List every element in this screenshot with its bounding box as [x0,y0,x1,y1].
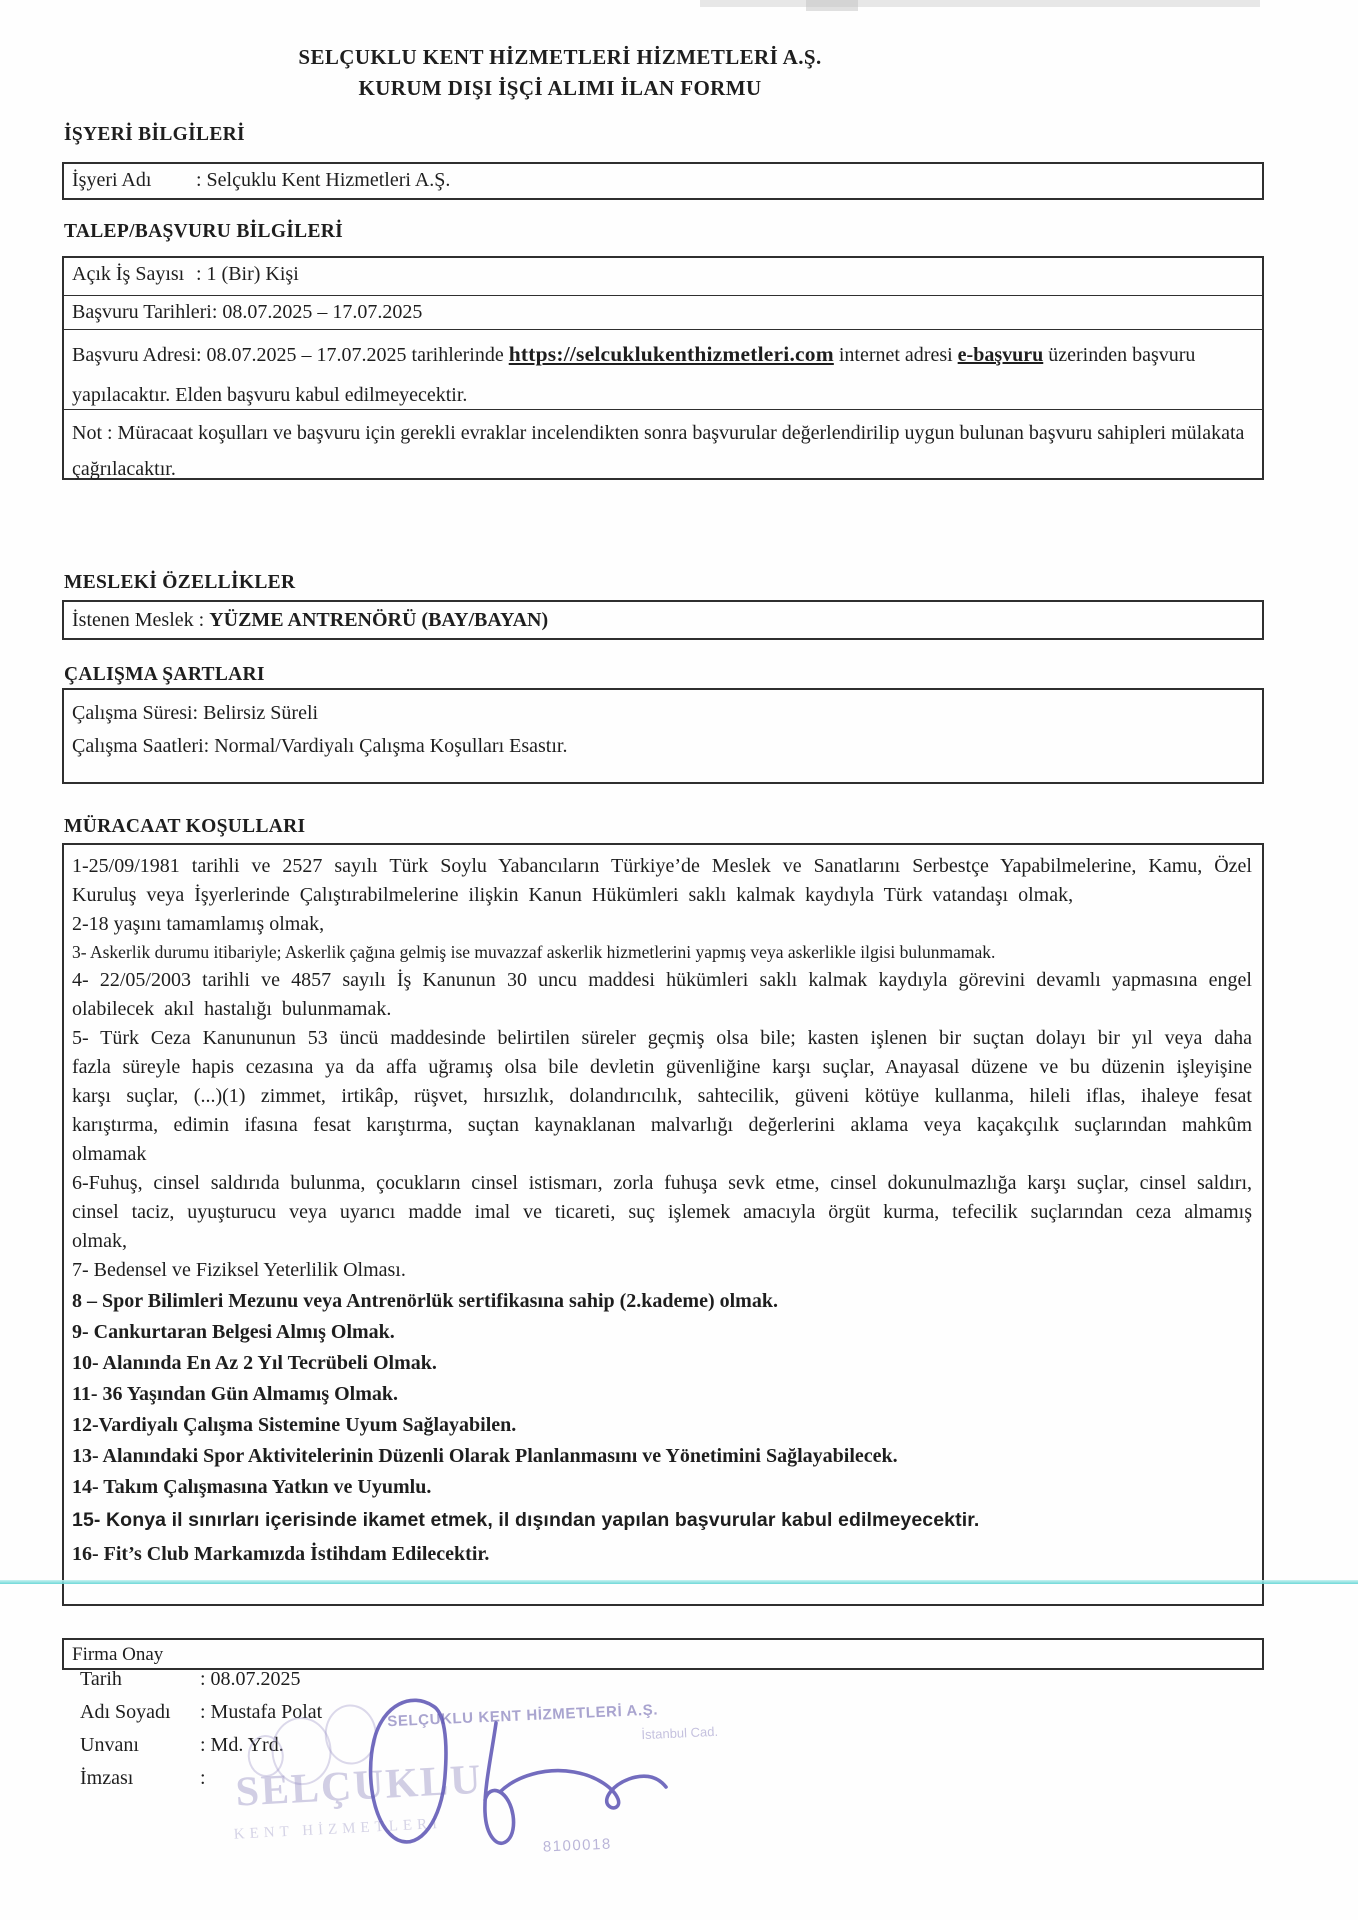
isyeri-label: İşyeri Adı [72,169,152,191]
adi-soyadi-label: Adı Soyadı [80,1701,171,1723]
muracaat-item-2: 2-18 yaşını tamamlamış olmak, [72,913,325,935]
calisma-box [62,688,1264,784]
istenen-meslek-value: YÜZME ANTRENÖRÜ (BAY/BAYAN) [209,609,549,631]
basvuru-tarihleri-row: Başvuru Tarihleri: 08.07.2025 – 17.07.2025 [64,296,1262,330]
e-basvuru-link-text: e-başvuru [957,344,1044,366]
basvuru-adresi-label: Başvuru Adresi [72,344,196,366]
muracaat-item-11: 11- 36 Yaşından Gün Almamış Olmak. [72,1383,399,1405]
muracaat-item-6: 6-Fuhuş, cinsel saldırıda bulunma, çocukların cinsel istismarı, zorla fuhuşa sevk etme, cinsel dokunulmazlığa karşı suçlar, cinsel saldırı, cinsel taciz, uyuşturucu veya uyarıcı madde imal ve ticareti, suç işlemek amacıyla örgüt kurma, tefecilik suçlarından ceza almamış olmak, [72,1172,1252,1252]
muracaat-item-9: 9- Cankurtaran Belgesi Almış Olmak. [72,1321,395,1343]
muracaat-item-10: 10- Alanında En Az 2 Yıl Tecrübeli Olmak. [72,1352,437,1374]
basvuru-adresi-text-pre: : 08.07.2025 – 17.07.2025 tarihlerinde [196,344,509,366]
unvani-label: Unvanı [80,1734,139,1756]
imzasi-value: : [200,1767,206,1789]
acik-is-value: : 1 (Bir) Kişi [196,263,299,285]
stamp-number-fragment: 8100018 [542,1835,613,1856]
mesleki-box [62,600,1264,640]
tarih-value: : 08.07.2025 [200,1668,301,1690]
muracaat-item-4: 4- 22/05/2003 tarihli ve 4857 sayılı İş Kanunun 30 uncu maddesi hükümleri saklı kalmak kaydıyla görevini devamlı yapmasına engel olabilecek akıl hastalığı bulunmamak. [72,969,1252,1020]
muracaat-item-12: 12-Vardiyalı Çalışma Sistemine Uyum Sağlayabilen. [72,1414,517,1436]
isyeri-box [62,162,1264,200]
acik-is-label: Açık İş Sayısı [72,263,185,285]
muracaat-item-16: 16- Fit’s Club Markamızda İstihdam Edilecektir. [72,1543,490,1565]
muracaat-item-5: 5- Türk Ceza Kanununun 53 üncü maddesinde belirtilen süreler geçmiş olsa bile; kasten işlenen bir suçtan dolayı bir yıl veya daha fazla süreyle hapis cezasına ya da affa uğramış olsa bile devletin güvenliğine karşı suçlar, Anayasal düzene ve bu düzenin işleyişine karşı suçlar, (...)(1) zimmet, irtikâp, rüşvet, hırsızlık, dolandırıcılık, sahtecilik, güveni kötüye kullanma, hileli iflas, ihaleye fesat karıştırma, edimin ifasına fesat karıştırma, suçtan kaynaklanan malvarlığı değerlerini aklama veya kaçakçılık suçlarından mahkûm olmamak [72,1027,1252,1165]
basvuru-adresi-row [64,330,1262,410]
adi-soyadi-value: : Mustafa Polat [200,1701,323,1723]
calisma-rows [64,690,1262,763]
muracaat-item-1: 1-25/09/1981 tarihli ve 2527 sayılı Türk Soylu Yabancıların Türkiye’de Meslek ve Sanatlarını Serbestçe Yapabilmelerine, Kamu, Özel Kuruluş veya İşyerlerinde Çalıştırabilmelerine ilişkin Kanun Hükümleri saklı kalmak kaydıyla Türk vatandaşı olmak, [72,855,1252,906]
muracaat-item-7: 7- Bedensel ve Fiziksel Yeterlilik Olması. [72,1259,406,1281]
watermark-text-sub: KENT HİZMETLERİ [233,1815,443,1843]
imzasi-label: İmzası [80,1767,134,1789]
firma-onay-box [62,1638,1264,1670]
muracaat-item-15: 15- Konya il sınırları içerisinde ikamet etmek, il dışından yapılan başvurular kabul edilmeyecektir. [72,1509,980,1531]
calisma-suresi: Çalışma Süresi: Belirsiz Süreli [72,702,319,724]
scan-artifact-smudge [806,0,858,11]
muracaat-box [62,843,1264,1606]
isyeri-row [64,164,1262,192]
not-row: Not : Müracaat koşulları ve başvuru için gerekli evraklar incelendikten sonra başvurular değerlendirilip uygun bulunan başvuru sahipleri mülakata çağrılacaktır. [72,422,1245,480]
application-url: https://selcuklukenthizmetleri.com [508,342,834,366]
stamp-address-fragment: İstanbul Cad. [641,1723,719,1743]
istenen-meslek-row [64,602,1262,632]
section-heading-talep: TALEP/BAŞVURU BİLGİLERİ [64,221,344,242]
title-line-1: SELÇUKLU KENT HİZMETLERİ HİZMETLERİ A.Ş. [298,45,822,69]
istenen-meslek-label: İstenen Meslek : [72,609,205,631]
watermark-text-big: SELÇUKLU [234,1756,484,1816]
title-line-2: KURUM DIŞI İŞÇİ ALIMI İLAN FORMU [358,76,762,100]
section-heading-mesleki: MESLEKİ ÖZELLİKLER [64,572,296,593]
scan-artifact-smudge [700,0,1260,7]
tarih-label: Tarih [80,1668,122,1690]
handwritten-signature [340,1688,700,1878]
calisma-saatleri: Çalışma Saatleri: Normal/Vardiyalı Çalışma Koşulları Esastır. [72,735,568,757]
basvuru-adresi-text-mid: internet adresi [833,344,958,366]
muracaat-item-8: 8 – Spor Bilimleri Mezunu veya Antrenörlük sertifikasına sahip (2.kademe) olmak. [72,1290,778,1312]
scan-artifact-cyan-line [0,1580,1358,1584]
muracaat-item-14: 14- Takım Çalışmasına Yatkın ve Uyumlu. [72,1476,432,1498]
talep-box [62,256,1264,480]
acik-is-row [64,258,1262,296]
basvuru-adresi-text-post: üzerinden başvuru yapılacaktır. Elden başvuru kabul edilmeyecektir. [72,344,1196,406]
document-title [0,42,1120,104]
unvani-value: : Md. Yrd. [200,1734,284,1756]
section-heading-isyeri: İŞYERİ BİLGİLERİ [64,124,245,145]
firma-onay-header: Firma Onay [72,1644,164,1665]
section-heading-calisma: ÇALIŞMA ŞARTLARI [64,664,265,685]
stamp-company-name: SELÇUKLU KENT HİZMETLERİ A.Ş. [386,1701,659,1731]
muracaat-item-3: 3- Askerlik durumu itibariyle; Askerlik çağına gelmiş ise muvazzaf askerlik hizmetlerini yapmış veya askerlikle ilgisi bulunmamak. [72,942,996,962]
isyeri-value: : Selçuklu Kent Hizmetleri A.Ş. [196,169,451,191]
muracaat-item-13: 13- Alanındaki Spor Aktivitelerinin Düzenli Olarak Planlanmasını ve Yönetimini Sağlayabilecek. [72,1445,898,1467]
section-heading-muracaat: MÜRACAAT KOŞULLARI [64,816,306,837]
